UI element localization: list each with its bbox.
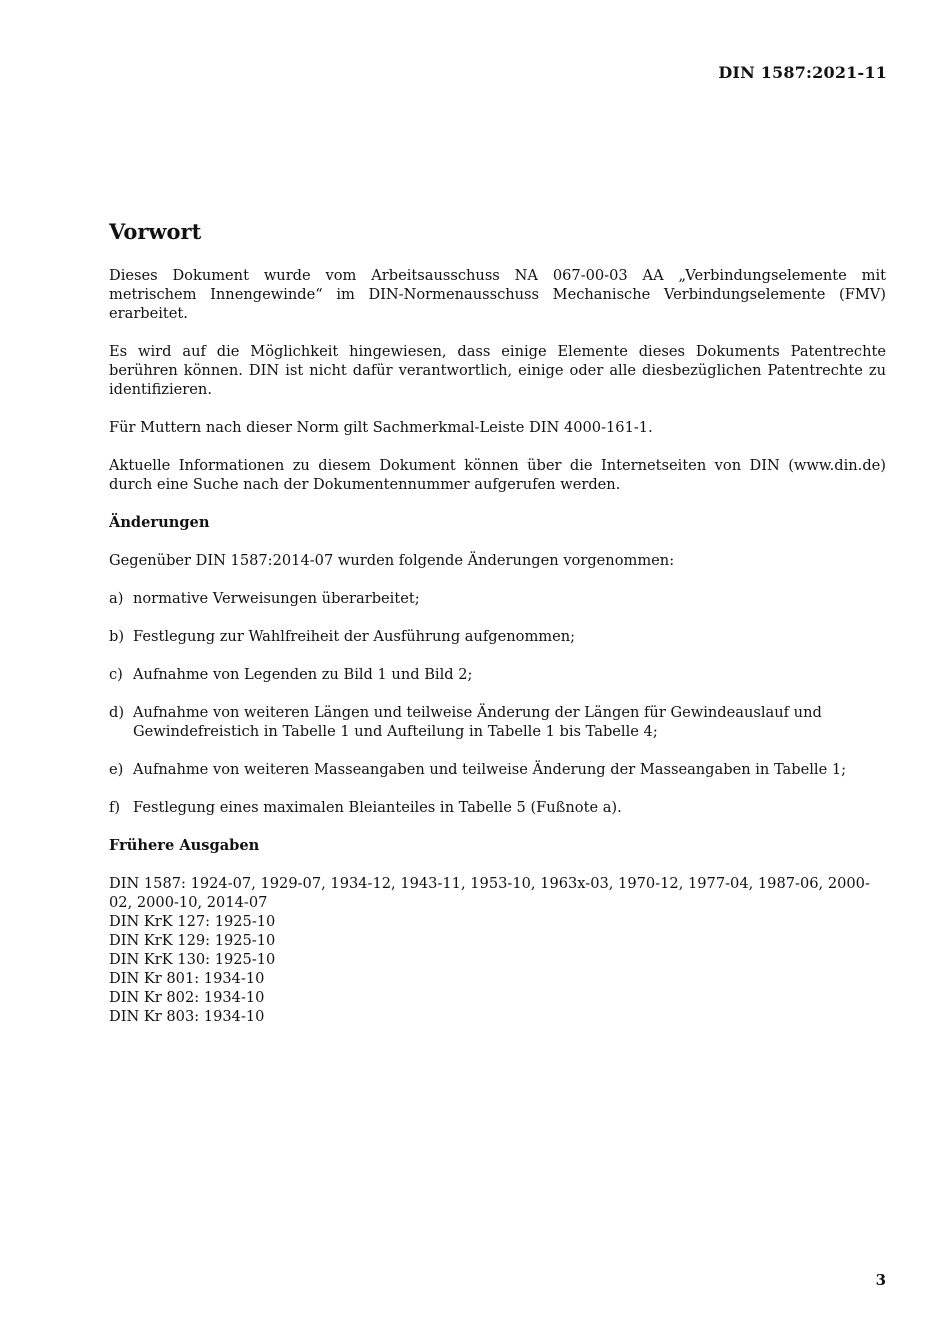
edition-line: DIN Kr 801: 1934-10 <box>109 970 265 987</box>
list-item <box>109 760 886 779</box>
editions-list <box>109 874 886 1026</box>
list-item-text: Aufnahme von Legenden zu Bild 1 und Bild 2; <box>133 666 473 683</box>
foreword-paragraph: Es wird auf die Möglichkeit hingewiesen, dass einige Elemente dieses Dokuments Patentrechte berühren können. DIN ist nicht dafür verantwortlich, einige oder alle diesbezüglichen Patentrechte zu identifizieren. <box>109 343 886 398</box>
list-item <box>109 627 886 646</box>
page-number: 3 <box>875 1271 886 1289</box>
editions-heading: Frühere Ausgaben <box>109 837 260 854</box>
list-item-text: Festlegung zur Wahlfreiheit der Ausführung aufgenommen; <box>133 628 576 645</box>
foreword-paragraph: Aktuelle Informationen zu diesem Dokument können über die Internetseiten von DIN (www.din.de) durch eine Suche nach der Dokumentennummer aufgerufen werden. <box>109 457 886 493</box>
list-marker: a) <box>109 590 124 607</box>
list-marker: e) <box>109 761 124 778</box>
list-marker: c) <box>109 666 123 683</box>
page-content <box>109 218 886 1026</box>
changes-list <box>109 589 886 817</box>
edition-line: DIN KrK 130: 1925-10 <box>109 951 276 968</box>
list-item <box>109 665 886 684</box>
edition-line: DIN KrK 129: 1925-10 <box>109 932 276 949</box>
document-id: DIN 1587:2021-11 <box>718 63 887 82</box>
changes-heading: Änderungen <box>109 514 210 531</box>
foreword-title: Vorwort <box>109 219 202 244</box>
list-marker: b) <box>109 628 125 645</box>
list-marker: f) <box>109 799 121 816</box>
changes-intro: Gegenüber DIN 1587:2014-07 wurden folgende Änderungen vorgenommen: <box>109 552 675 569</box>
foreword-paragraph: Für Muttern nach dieser Norm gilt Sachmerkmal-Leiste DIN 4000-161-1. <box>109 419 653 436</box>
foreword-paragraph: Dieses Dokument wurde vom Arbeitsausschuss NA 067-00-03 AA „Verbindungselemente mit metrischem Innengewinde“ im DIN-Normenausschuss Mechanische Verbindungselemente (FMV) erarbeitet. <box>109 267 886 322</box>
list-item <box>109 703 886 741</box>
edition-line: DIN KrK 127: 1925-10 <box>109 913 276 930</box>
list-item <box>109 798 886 817</box>
list-item-text: Festlegung eines maximalen Bleianteiles in Tabelle 5 (Fußnote a). <box>133 799 622 816</box>
list-item-text: normative Verweisungen überarbeitet; <box>133 590 420 607</box>
edition-line: DIN Kr 803: 1934-10 <box>109 1008 265 1025</box>
edition-line: DIN Kr 802: 1934-10 <box>109 989 265 1006</box>
edition-line: DIN 1587: 1924-07, 1929-07, 1934-12, 1943-11, 1953-10, 1963x-03, 1970-12, 1977-04, 1987-06, 2000-02, 2000-10, 2014-07 <box>109 875 870 911</box>
list-item-text: Aufnahme von weiteren Masseangaben und teilweise Änderung der Masseangaben in Tabelle 1; <box>133 761 847 778</box>
list-marker: d) <box>109 704 125 721</box>
list-item <box>109 589 886 608</box>
list-item-text: Aufnahme von weiteren Längen und teilweise Änderung der Längen für Gewindeauslauf und Gewindefreistich in Tabelle 1 und Aufteilung in Tabelle 1 bis Tabelle 4; <box>133 704 822 740</box>
